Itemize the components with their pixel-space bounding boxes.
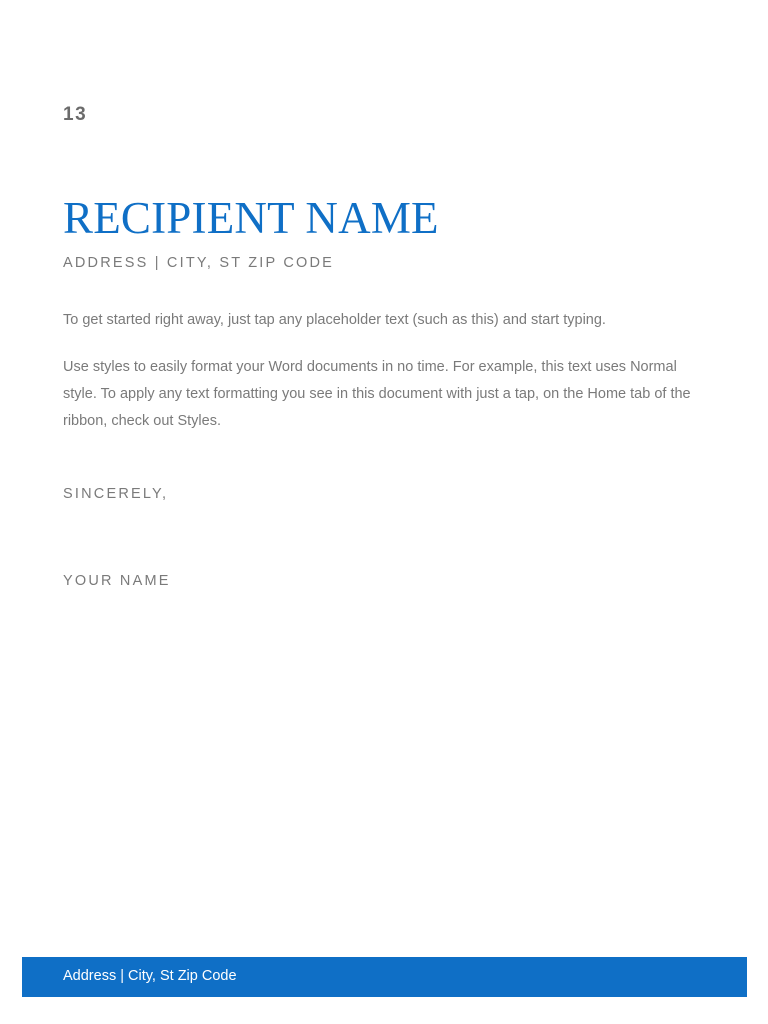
- recipient-name[interactable]: RECIPIENT NAME: [63, 193, 439, 243]
- footer-address[interactable]: Address | City, St Zip Code: [63, 968, 237, 984]
- date[interactable]: 13: [63, 104, 88, 125]
- recipient-address[interactable]: ADDRESS | CITY, ST ZIP CODE: [63, 255, 335, 271]
- body-paragraph-1[interactable]: To get started right away, just tap any placeholder text (such as this) and start typing.: [63, 312, 606, 328]
- body-paragraph-2[interactable]: Use styles to easily format your Word documents in no time. For example, this text uses Normal style. To apply any text formatting you see in this document with just a tap, on the Home tab of the ribbon, check out Styles.: [63, 359, 691, 429]
- footer-bar: [22, 957, 747, 997]
- signature-name[interactable]: YOUR NAME: [63, 573, 171, 589]
- closing[interactable]: SINCERELY,: [63, 486, 169, 502]
